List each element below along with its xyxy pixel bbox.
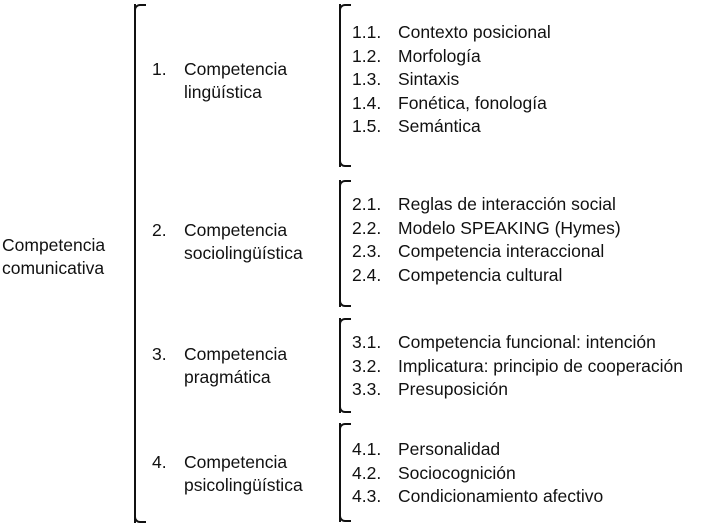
- list-item: 4.1. Personalidad: [352, 439, 501, 459]
- category-number: 2.: [152, 220, 167, 240]
- category-label-line1: Competencia: [184, 452, 288, 472]
- category-label-line1: Competencia: [184, 59, 288, 79]
- list-item: 2.2. Modelo SPEAKING (Hymes): [352, 217, 621, 238]
- list-item: 1.3. Sintaxis: [352, 69, 460, 89]
- root-label-line1: Competencia: [2, 235, 106, 255]
- bracket-4: [339, 423, 341, 522]
- category-1: [152, 58, 332, 104]
- category-label-line2: pragmática: [184, 367, 271, 387]
- category-label-line2: psicolingüística: [184, 475, 303, 495]
- category-4: [152, 451, 332, 497]
- subitems-4: [352, 438, 603, 509]
- category-label-line2: lingüística: [184, 82, 262, 102]
- subitems-3: [352, 331, 683, 402]
- list-item: 1.1. Contexto posicional: [352, 22, 551, 42]
- list-item: 2.1. Reglas de interacción social: [352, 194, 616, 214]
- list-item: 4.3. Condicionamiento afectivo: [352, 486, 604, 506]
- bracket-1: [339, 4, 341, 167]
- category-label-line1: Competencia: [184, 344, 288, 364]
- root-label-line2: comunicativa: [2, 258, 105, 278]
- category-label-line2: sociolingüística: [184, 243, 303, 263]
- list-item: 3.3. Presuposición: [352, 379, 508, 399]
- list-item: 1.5. Semántica: [352, 116, 481, 136]
- list-item: 2.3. Competencia interaccional: [352, 241, 605, 261]
- subitems-2: [352, 193, 621, 287]
- list-item: 1.2. Morfología: [352, 45, 481, 66]
- category-number: 4.: [152, 452, 167, 472]
- bracket-2: [339, 180, 341, 307]
- category-label-line1: Competencia: [184, 220, 288, 240]
- list-item: 3.2. Implicatura: principio de cooperación: [352, 355, 684, 376]
- bracket-3: [339, 318, 341, 413]
- list-item: 1.4. Fonética, fonología: [352, 92, 547, 113]
- category-2: [152, 219, 332, 265]
- category-number: 3.: [152, 344, 167, 364]
- root-node: [2, 234, 127, 280]
- category-3: [152, 343, 332, 389]
- outer-bracket: [134, 4, 136, 523]
- list-item: 2.4. Competencia cultural: [352, 264, 563, 285]
- list-item: 3.1. Competencia funcional: intención: [352, 332, 656, 352]
- subitems-1: [352, 21, 551, 139]
- list-item: 4.2. Sociocognición: [352, 462, 516, 483]
- category-number: 1.: [152, 59, 167, 79]
